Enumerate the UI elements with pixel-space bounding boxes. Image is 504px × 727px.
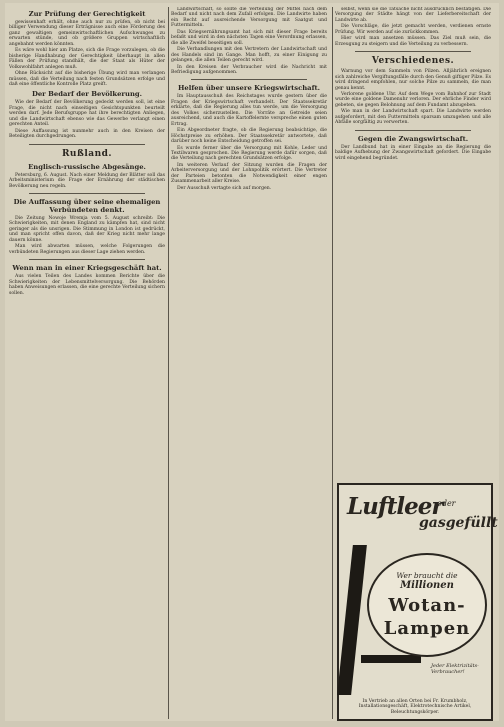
- ad-jeder: Jeder Elektrizitäts-Verbraucher!: [431, 663, 479, 675]
- paragraph: Landwirtschaft, so sollte die Verteilung der Mittel nach dem Bedarf und nicht nach dem Zufall erfolgen. Die Landwirte haben ein Recht auf ausreichende Versorgung mit Saatgut und Futtermitteln.: [171, 7, 327, 29]
- column-rule: [332, 7, 333, 719]
- ad-millionen: Millionen: [400, 580, 454, 591]
- paragraph: Die Vorschläge, die jetzt gemacht werden, verdienen ernste Prüfung. Wir werden auf sie zurückkommen.: [335, 24, 491, 35]
- paragraph: Die Zeitung Nowoje Wremja vom 5. August schreibt: Die Schwierigkeiten, mit denen England zu kämpfen hat, sind nicht geringer als die unsrigen. Die Stimmung in London ist gedrückt, und man spricht offen davon, daß der Krieg nicht mehr lange dauern könne.: [9, 215, 165, 243]
- paragraph: Wie man in der Landwirtschaft spart. Die Landwirte werden aufgefordert, mit den Futtermitteln sparsam umzugehen und alle Abfälle sorgfältig zu verwerten.: [335, 109, 491, 126]
- paragraph: Ein Abgeordneter fragte, ob die Regierung beabsichtige, die Höchstpreise zu erhöhen. Der Staatssekretär antwortete, daß darüber noch keine Entscheidung getroffen sei.: [171, 128, 327, 145]
- divider: [29, 144, 145, 145]
- paragraph: Der Ausschuß vertagte sich auf morgen.: [177, 185, 272, 191]
- heading-pruefung: Zur Prüfung der Gerechtigkeit: [28, 10, 146, 18]
- paragraph: Es wäre wohl hier am Platze, sich die Frage vorzulegen, ob die bisherige Handhabung der Gerechtigkeit überhaupt in allen Fällen der Prüfung standhält, die der Staat als Hüter der Volkswohlfahrt anlegen muß.: [9, 48, 165, 70]
- paragraph: Verlorene goldene Uhr. Auf dem Wege vom Bahnhof zur Stadt wurde eine goldene Damenuhr verloren. Der ehrliche Finder wird gebeten, sie gegen Belohnung auf dem Fundamt abzugeben.: [335, 91, 491, 108]
- ad-headline-luftleer: Luftleer: [347, 493, 443, 520]
- column-right: [335, 7, 491, 437]
- paragraph: Aus vielen Teilen des Landes kommen Berichte über die Schwierigkeiten der Lebensmittelversorgung. Die Behörden haben Anweisungen erlassen, die eine gerechte Verteilung sichern sollen.: [9, 274, 165, 296]
- paragraph: In den Kreisen der Verbraucher wird die Nachricht mit Befriedigung aufgenommen.: [171, 64, 327, 75]
- divider: [355, 130, 471, 131]
- paragraph: gewissenhaft erhält, ohne auch nur zu prüfen, ob nicht bei billiger Verwendung dieser Erträgnisse auch eine Förderung des ganz gewaltigen gemeinwirtschaftlichen Aufschwunges zu erwarten stünde, und ob größere Gruppen wirtschaftlich angebahnt werden könnten.: [9, 20, 165, 47]
- ad-lampen: Lampen: [383, 618, 471, 639]
- paragraph: Im Hauptausschuß des Reichstages wurde gestern über die Fragen der Kriegswirtschaft verhandelt. Der Staatssekretär erklärte, daß die Regierung alles tun werde, um die Versorgung des Volkes sicherzustellen. Die Vorräte an Getreide seien ausreichend, und auch die Kartoffelernte verspreche einen guten Ertrag.: [171, 94, 327, 127]
- ad-wer-braucht: Wer braucht die: [396, 571, 458, 580]
- paragraph: Es wurde ferner über die Versorgung mit Kohle, Leder und Textilwaren gesprochen. Die Regierung werde dafür sorgen, daß die Verteilung nach gerechten Grundsätzen erfolge.: [171, 145, 327, 162]
- paragraph: Wie der Bedarf der Bevölkerung gedeckt werden soll, ist eine Frage, die nicht nach einseitigen Gesichtspunkten beurteilt werden darf. Jede Berufsgruppe hat ihre berechtigten Anliegen, und die Landwirtschaft ebenso wie das Gewerbe verlangt einen gerechten Anteil.: [9, 100, 165, 128]
- divider: [355, 51, 471, 52]
- lamp-silhouette-icon: [337, 545, 367, 695]
- paragraph: Diese Auffassung ist nunmehr auch in den Kreisen der Beteiligten durchgedrungen.: [9, 128, 165, 140]
- heading-russland: Rußland.: [61, 148, 113, 159]
- heading-verschiedenes: Verschiedenes.: [371, 56, 455, 67]
- paragraph: Hier wird man ansetzen müssen. Das Ziel muß sein, die Erzeugung zu steigern und die Verteilung zu verbessern.: [335, 36, 491, 47]
- column-middle: [171, 7, 327, 719]
- lamp-base-icon: [361, 655, 421, 663]
- heading-kriegswirtschaft: Helfen über unsere Kriegswirtschaft.: [177, 84, 321, 93]
- paragraph: Im weiteren Verlauf der Sitzung wurden die Fragen der Arbeiterversorgung und der Lohnpolitik erörtert. Die Vertreter der Parteien betonten die Notwendigkeit einer engen Zusammenarbeit aller Kreise.: [171, 162, 327, 185]
- paragraph: Die Verhandlungen mit den Vertretern der Landwirtschaft und des Handels sind im Gange. Man hofft, zu einer Einigung zu gelangen, die allen Teilen gerecht wird.: [171, 47, 327, 64]
- paragraph: Der Landbund hat in einer Eingabe an die Regierung die baldige Aufhebung der Zwangswirtschaft gefordert. Die Eingabe wird eingehend begründet.: [335, 144, 491, 161]
- paragraph: Warnung vor dem Sammeln von Pilzen. Alljährlich ereignen sich zahlreiche Vergiftungsfälle durch den Genuß giftiger Pilze. Es wird dringend empfohlen, nur solche Pilze zu sammeln, die man genau kennt.: [335, 69, 491, 91]
- divider: [29, 259, 145, 260]
- paragraph: Das Kriegsernährungsamt hat sich mit dieser Frage bereits befaßt und wird in den nächsten Tagen eine Verordnung erlassen, die alle Zweifel beseitigen soll.: [171, 29, 327, 46]
- ad-word-gasgefuellt: gasgefüllt: [419, 515, 498, 531]
- subheading-russland: Englisch-russische Abgesänge.: [28, 162, 146, 171]
- newspaper-page: [5, 3, 499, 721]
- ad-vertrieb: In Vertrieb an allen Orten bei Fr. Krumbholz, Installationsgeschäft, Elektrotechnische Artikel, Beleuchtungskörper.: [358, 698, 472, 715]
- heading-kriegsgeschaeft: Wenn man in einer Kriegsgeschäft hat.: [12, 264, 162, 273]
- paragraph: Ohne Rücksicht auf die bisherige Übung wird man verlangen müssen, daß die Verteilung nach festen Grundsätzen erfolge und daß eine öffentliche Kontrolle Platz greift.: [9, 71, 165, 87]
- heading-auffassung: Die Auffassung über seine ehemaligen Verbündeten denkt.: [13, 197, 161, 214]
- subheading-bedarf: Der Bedarf der Bevölkerung.: [31, 90, 143, 99]
- ad-bubble: [367, 553, 487, 657]
- paragraph: selbst, wenn sie die Tatsache nicht ausdrücklich bestätigen. Die Versorgung der Städte hängt von der Lieferbereitschaft der Landwirte ab.: [335, 7, 491, 23]
- column-rule: [168, 7, 169, 719]
- divider: [29, 193, 145, 194]
- paragraph: Petersburg, 6. August. Nach einer Meldung der Blätter soll das Arbeitsministerium die Frage der Ernährung der städtischen Bevölkerung neu regeln.: [9, 172, 165, 189]
- paragraph: Man wird abwarten müssen, welche Folgerungen die verbündeten Regierungen aus dieser Lage ziehen werden.: [9, 244, 165, 255]
- divider: [191, 79, 307, 80]
- ad-wotan: Wotan-: [388, 595, 466, 616]
- ad-word-oder: oder: [437, 499, 456, 508]
- column-left: [9, 7, 165, 719]
- heading-zwangswirtschaft: Gegen die Zwangswirtschaft.: [357, 134, 469, 143]
- wotan-lamp-advertisement: [337, 483, 498, 721]
